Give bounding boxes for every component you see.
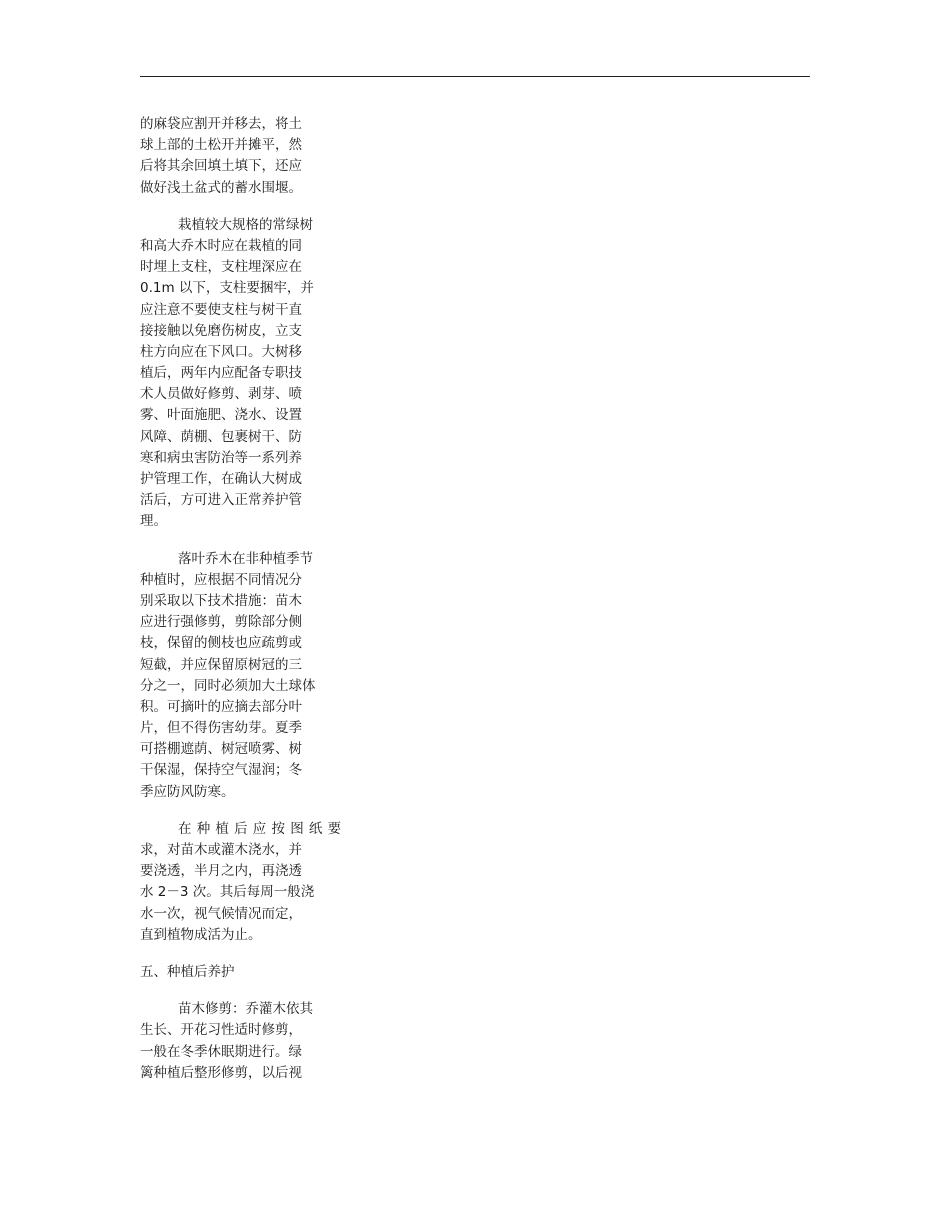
header-rule: [140, 76, 810, 77]
text-line: 落叶乔木在非种植季节: [178, 550, 313, 567]
text-line: 干保湿，保持空气湿润；冬: [140, 762, 302, 779]
text-line: 一般在冬季休眠期进行。绿: [140, 1043, 302, 1060]
text-line: 种植时，应根据不同情况分: [140, 571, 302, 588]
text-line: 别采取以下技术措施：苗木: [140, 592, 302, 609]
text-line: 短截，并应保留原树冠的三: [140, 656, 302, 673]
text-line: 球上部的土松开并摊平，然: [140, 137, 302, 154]
text-line: 分之一，同时必须加大土球体: [140, 677, 316, 694]
text-line: 枝，保留的侧枝也应疏剪或: [140, 635, 302, 652]
text-line: 水一次，视气候情况而定，: [140, 905, 302, 922]
text-line: 季应防风防寒。: [140, 783, 235, 800]
text-line: 苗木修剪：乔灌木依其: [178, 1001, 313, 1018]
text-line: 植后，两年内应配备专职技: [140, 365, 302, 382]
text-line: 雾、叶面施肥、浇水、设置: [140, 407, 302, 424]
text-line: 风障、荫棚、包裹树干、防: [140, 428, 302, 445]
text-line: 求，对苗木或灌木浇水，并: [140, 842, 302, 858]
text-line: 水 2－3 次。其后每周一般浇: [140, 884, 315, 901]
text-line: 时埋上支柱，支柱埋深应在: [140, 259, 302, 276]
text-line: 寒和病虫害防治等一系列养: [140, 449, 302, 466]
text-line: 应进行强修剪，剪除部分侧: [140, 614, 302, 631]
text-line: 篱种植后整形修剪，以后视: [140, 1064, 302, 1081]
paragraph-3: [140, 549, 400, 803]
text-line: 0.1m 以下，支柱要捆牢，并: [140, 280, 314, 297]
paragraph-2: [140, 215, 400, 533]
text-line: 可搭棚遮荫、树冠喷雾、树: [140, 741, 302, 758]
text-line: 在种植后应按图纸要: [178, 820, 347, 837]
text-line: 片，但不得伤害幼芽。夏季: [140, 720, 302, 737]
heading-text: 五、种植后养护: [140, 963, 235, 980]
text-line: 积。可摘叶的应摘去部分叶: [140, 698, 302, 715]
text-line: 栽植较大规格的常绿树: [178, 216, 313, 233]
paragraph-4: [140, 819, 400, 946]
text-line: 后将其余回填土填下，还应: [140, 158, 302, 175]
text-line: 术人员做好修剪、剥芽、喷: [140, 386, 302, 403]
text-line: 要浇透，半月之内，再浇透: [140, 863, 302, 880]
text-line: 生长、开花习性适时修剪，: [140, 1022, 302, 1039]
text-line: 应注意不要使支柱与树干直: [140, 301, 302, 318]
paragraph-1: [140, 114, 400, 199]
text-line: 做好浅土盆式的蓄水围堰。: [140, 179, 302, 196]
text-line: 护管理工作，在确认大树成: [140, 471, 302, 487]
text-line: 理。: [140, 513, 167, 530]
text-line: 活后，方可进入正常养护管: [140, 492, 302, 509]
text-line: 直到植物成活为止。: [140, 926, 262, 943]
text-line: 柱方向应在下风口。大树移: [140, 343, 302, 360]
section-heading: [140, 962, 400, 983]
document-body: [140, 114, 400, 1100]
text-line: 接接触以免磨伤树皮，立支: [140, 322, 302, 339]
text-line: 和高大乔木时应在栽植的同: [140, 237, 302, 254]
text-line: 的麻袋应割开并移去，将土: [140, 116, 302, 132]
paragraph-5: [140, 999, 400, 1084]
